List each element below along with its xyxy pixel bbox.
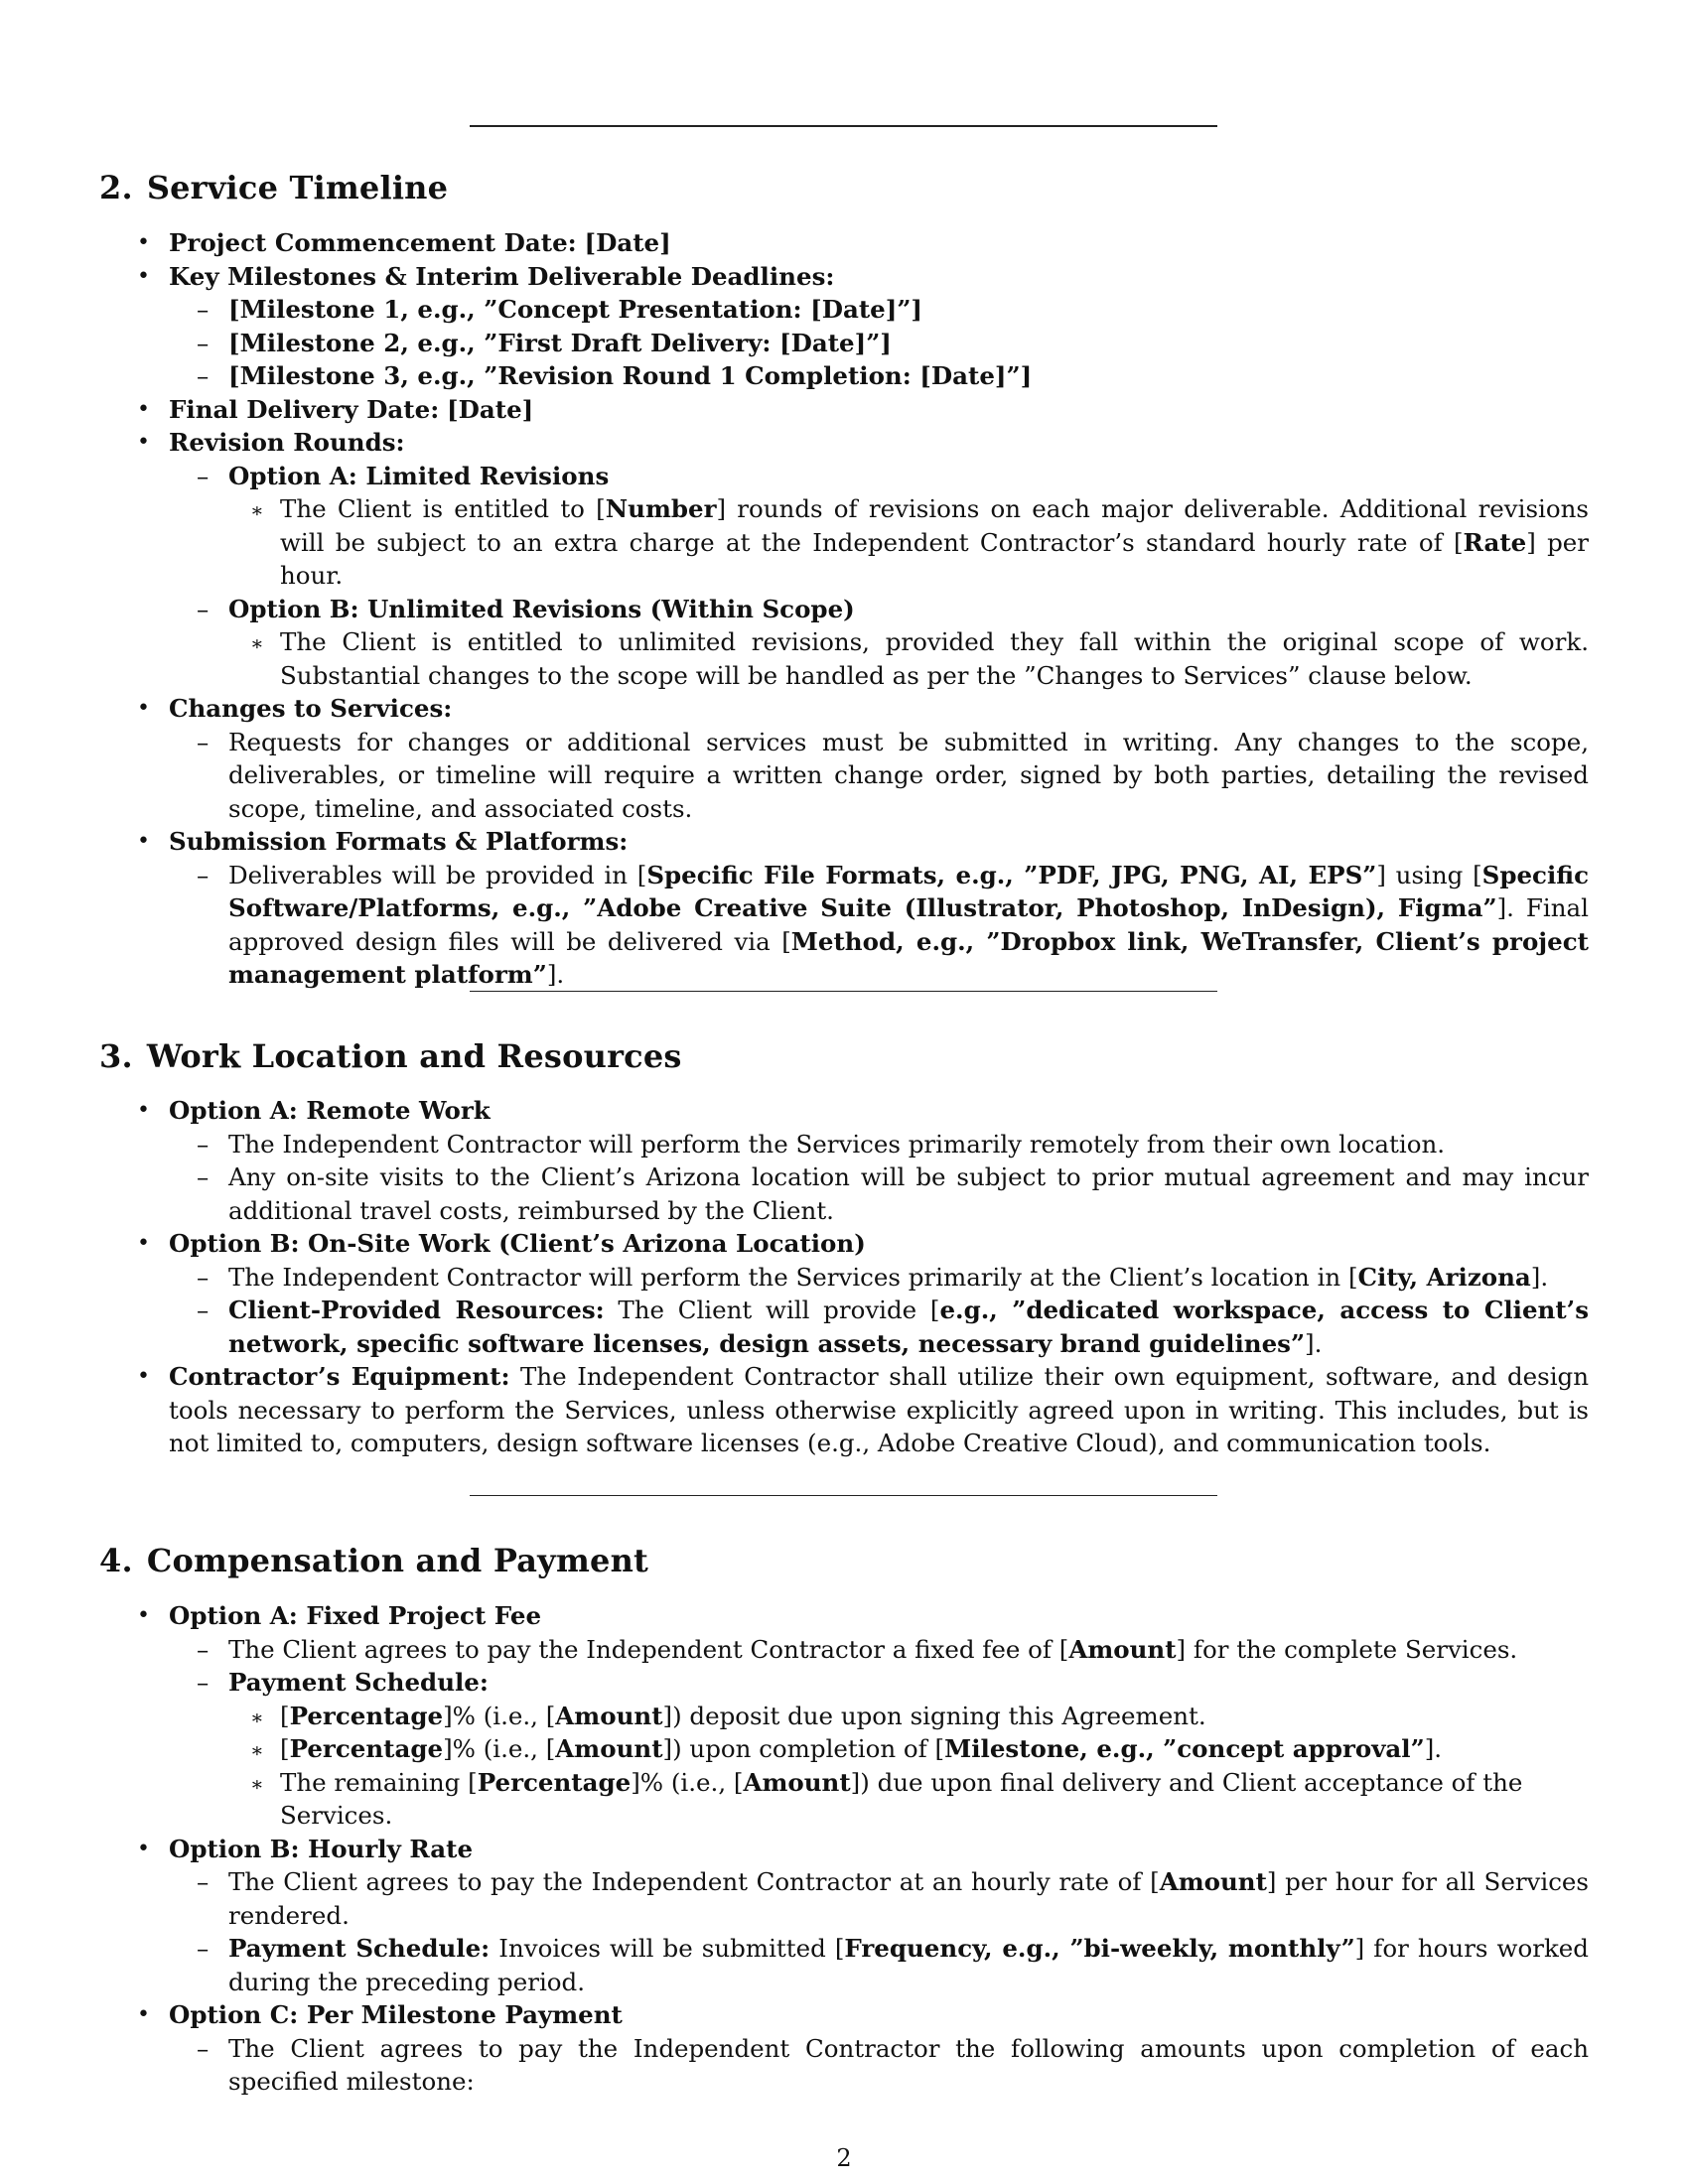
text-run: The Independent Contractor shall utilize their own equipment, software, and design tools necessary to perform the Services, unless otherwise explicitly agreed upon in writing. This includes, but is not limited to, computers, design software licenses (e.g., Adobe Creative Cloud), and communication tools. (169, 1362, 1589, 1457)
text-run: ] rounds of revisions on each major deliverable. Additional revisions will be subject to an extra charge at the Independent Contractor’s standard hourly rate of [ (280, 494, 1589, 557)
page-number: 2 (836, 2144, 852, 2172)
text-run: The Client agrees to pay the Independent Contractor at an hourly rate of [ (228, 1867, 1160, 1896)
option-title: Option B: Unlimited Revisions (Within Scope) (228, 594, 855, 623)
item-label: Contractor’s Equipment: (169, 1362, 510, 1391)
text-run: ] per hour. (280, 527, 1589, 590)
text-run: The Client agrees to pay the Independent Contractor a fixed fee of [ (228, 1634, 1069, 1664)
item-label: Payment Schedule: (228, 1668, 489, 1697)
section-3-heading (99, 1037, 682, 1075)
section-title: Compensation and Payment (146, 1542, 649, 1579)
text-run: ] for hours worked during the preceding period. (228, 1934, 1589, 1996)
dash-icon: – (197, 1668, 210, 1697)
horizontal-rule (470, 991, 1217, 992)
item-label: Revision Rounds: (169, 428, 405, 457)
bullet-icon: • (137, 1603, 150, 1628)
horizontal-rule (470, 1495, 1217, 1496)
option-title: Option B: On-Site Work (Client’s Arizona Location) (169, 1229, 866, 1258)
list-item (99, 1865, 1589, 1932)
dash-icon: – (197, 361, 210, 390)
list-item (99, 327, 1589, 360)
bullet-icon: • (137, 2002, 150, 2027)
list-item (99, 1261, 1589, 1295)
text-run: ] for the complete Services. (1176, 1634, 1518, 1664)
document-page (99, 0, 1589, 2184)
text-run: ]. (1530, 1262, 1549, 1292)
dash-icon: – (197, 594, 210, 623)
list-item (99, 593, 1589, 626)
item-value: [Date] (584, 228, 671, 257)
dash-icon: – (197, 1867, 210, 1896)
list-item (99, 1160, 1589, 1227)
placeholder-text: Frequency, e.g., ”bi-weekly, monthly” (844, 1934, 1355, 1963)
list-item (99, 1833, 1589, 1866)
placeholder-text: Milestone, e.g., ”concept approval” (944, 1734, 1425, 1763)
list-item (99, 1700, 1589, 1733)
item-label: Final Delivery Date: (169, 394, 440, 424)
placeholder-text: Method, e.g., ”Dropbox link, WeTransfer, Client’s project management platform” (228, 926, 1589, 989)
text-run: ]% (i.e., [ (631, 1767, 744, 1797)
placeholder-text: Number (605, 494, 717, 523)
option-title: Option C: Per Milestone Payment (169, 2000, 623, 2029)
text-run: The Client agrees to pay the Independent Contractor the following amounts upon completion of each specified milestone: (228, 2033, 1589, 2096)
placeholder-text: Amount (743, 1767, 851, 1797)
section-number: 3. (99, 1037, 133, 1075)
list-item (99, 1227, 1589, 1261)
placeholder-text: Percentage (477, 1767, 632, 1797)
list-item (99, 1932, 1589, 1998)
section-4-heading (99, 1542, 648, 1579)
text-run: The remaining [ (280, 1767, 478, 1797)
option-title: Option A: Remote Work (169, 1096, 491, 1125)
list-item (99, 859, 1589, 992)
bullet-icon: • (137, 696, 150, 721)
text-run: Invoices will be submitted [ (490, 1934, 845, 1963)
text-run: ]. Final approved design files will be delivered via [ (228, 893, 1589, 956)
item-label: Submission Formats & Platforms: (169, 827, 629, 856)
text-run: The Independent Contractor will perform the Services primarily at the Client’s location in [ (228, 1262, 1358, 1292)
list-item (99, 1294, 1589, 1360)
text-run: The Client is entitled to unlimited revisions, provided they fall within the original scope of work. Substantial changes to the scope will be handled as per the ”Changes to Services” clause below. (280, 627, 1589, 690)
dash-icon: – (197, 727, 210, 756)
section-title: Service Timeline (146, 169, 449, 206)
list-item (99, 726, 1589, 826)
text-run: Any on-site visits to the Client’s Arizona location will be subject to prior mutual agreement and may incur additional travel costs, reimbursed by the Client. (228, 1162, 1589, 1225)
bullet-icon: • (137, 1836, 150, 1861)
list-item (99, 393, 1589, 427)
placeholder-text: Amount (555, 1734, 663, 1763)
dash-icon: – (197, 1262, 210, 1292)
asterisk-icon: ∗ (250, 498, 264, 522)
text-run: ] using [ (1376, 860, 1482, 889)
milestone-text: [Milestone 3, e.g., ”Revision Round 1 Completion: [Date]”] (228, 361, 1033, 390)
placeholder-text: Percentage (289, 1734, 444, 1763)
section-3-body (99, 1094, 1589, 1460)
list-item (99, 426, 1589, 460)
list-item (99, 1128, 1589, 1161)
list-item (99, 492, 1589, 593)
list-item (99, 359, 1589, 393)
placeholder-text: e.g., ”dedicated workspace, access to Client’s network, specific software licenses, design assets, necessary brand guidelines” (228, 1296, 1589, 1358)
text-run: Deliverables will be provided in [ (228, 860, 647, 889)
dash-icon: – (197, 1129, 210, 1159)
option-title: Option A: Fixed Project Fee (169, 1601, 542, 1630)
text-run: ]% (i.e., [ (443, 1734, 556, 1763)
list-item (99, 825, 1589, 859)
text-run: ] per hour for all Services rendered. (228, 1867, 1589, 1930)
bullet-icon: • (137, 230, 150, 255)
text-run: The Independent Contractor will perform the Services primarily remotely from their own location. (228, 1129, 1446, 1159)
list-item (99, 1094, 1589, 1128)
list-item (99, 1666, 1589, 1700)
bullet-icon: • (137, 263, 150, 289)
placeholder-text: Specific Software/Platforms, e.g., ”Adobe Creative Suite (Illustrator, Photoshop, InDesign), Figma” (228, 860, 1589, 922)
asterisk-icon: ∗ (250, 1771, 264, 1796)
text-run: ]. (1424, 1734, 1443, 1763)
list-item (99, 460, 1589, 493)
section-number: 2. (99, 169, 133, 206)
list-item (99, 2032, 1589, 2099)
option-title: Option A: Limited Revisions (228, 461, 610, 490)
placeholder-text: City, Arizona (1357, 1262, 1531, 1292)
text-run: Requests for changes or additional services must be submitted in writing. Any changes to the scope, deliverables, or timeline will require a written change order, signed by both parties, detailing the revised scope, timeline, and associated costs. (228, 727, 1589, 823)
dash-icon: – (197, 461, 210, 490)
text-run: The Client will provide [ (604, 1296, 940, 1324)
dash-icon: – (197, 2033, 210, 2063)
text-run: ]. (1305, 1328, 1323, 1358)
milestone-text: [Milestone 1, e.g., ”Concept Presentation: [Date]”] (228, 295, 923, 324)
milestone-text: [Milestone 2, e.g., ”First Draft Delivery: [Date]”] (228, 328, 892, 357)
item-label: Client-Provided Resources: (228, 1296, 605, 1324)
list-item (99, 226, 1589, 260)
text-run: ]) deposit due upon signing this Agreement. (662, 1701, 1206, 1730)
list-item (99, 692, 1589, 726)
item-label: Key Milestones & Interim Deliverable Deadlines: (169, 261, 835, 291)
item-value: [Date] (447, 394, 534, 424)
placeholder-text: Rate (1463, 527, 1527, 557)
section-2-body (99, 226, 1589, 992)
section-title: Work Location and Resources (146, 1037, 682, 1075)
item-label: Project Commencement Date: (169, 228, 577, 257)
dash-icon: – (197, 328, 210, 357)
item-label: Changes to Services: (169, 694, 453, 723)
list-item (99, 1599, 1589, 1633)
list-item (99, 625, 1589, 692)
list-item (99, 1998, 1589, 2032)
text-run: ]) upon completion of [ (662, 1734, 945, 1763)
dash-icon: – (197, 295, 210, 324)
asterisk-icon: ∗ (250, 1738, 264, 1762)
bullet-icon: • (137, 396, 150, 422)
dash-icon: – (197, 1934, 210, 1963)
text-run: ]% (i.e., [ (443, 1701, 556, 1730)
list-item (99, 1732, 1589, 1766)
placeholder-text: Amount (1068, 1634, 1177, 1664)
text-run: [ (280, 1701, 290, 1730)
placeholder-text: Amount (1159, 1867, 1267, 1896)
item-label: Payment Schedule: (228, 1934, 491, 1963)
section-2-heading (99, 169, 448, 206)
list-item (99, 1766, 1589, 1833)
asterisk-icon: ∗ (250, 1705, 264, 1729)
dash-icon: – (197, 1296, 210, 1324)
bullet-icon: • (137, 829, 150, 854)
list-item (99, 260, 1589, 294)
horizontal-rule (470, 125, 1217, 127)
option-title: Option B: Hourly Rate (169, 1834, 474, 1863)
asterisk-icon: ∗ (250, 631, 264, 655)
placeholder-text: Specific File Formats, e.g., ”PDF, JPG, PNG, AI, EPS” (646, 860, 1377, 889)
list-item (99, 1633, 1589, 1667)
placeholder-text: Amount (555, 1701, 663, 1730)
dash-icon: – (197, 1162, 210, 1191)
text-run: ]. (546, 960, 565, 989)
bullet-icon: • (137, 1098, 150, 1123)
list-item (99, 1360, 1589, 1460)
text-run: ]) due upon final delivery and Client acceptance of the Services. (280, 1767, 1523, 1830)
text-run: [ (280, 1734, 290, 1763)
section-number: 4. (99, 1542, 133, 1579)
list-item (99, 293, 1589, 327)
section-4-body (99, 1599, 1589, 2099)
text-run: The Client is entitled to [ (280, 494, 606, 523)
bullet-icon: • (137, 430, 150, 455)
placeholder-text: Percentage (289, 1701, 444, 1730)
dash-icon: – (197, 1634, 210, 1664)
dash-icon: – (197, 860, 210, 889)
bullet-icon: • (137, 1364, 150, 1389)
bullet-icon: • (137, 1231, 150, 1256)
